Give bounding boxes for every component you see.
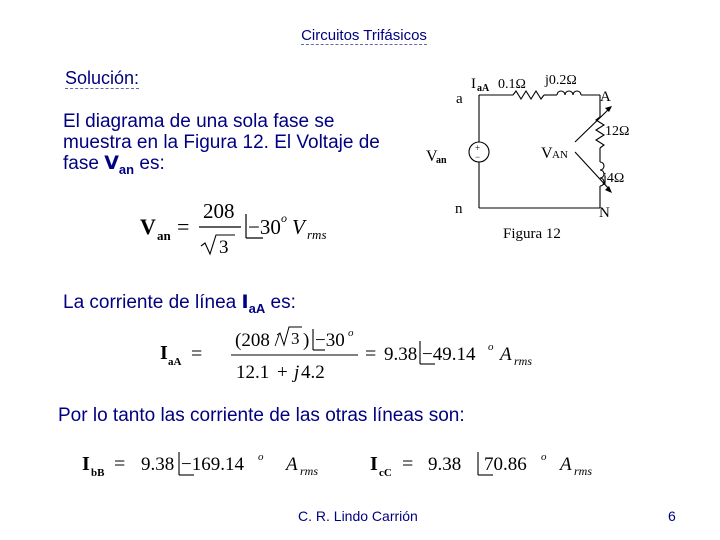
load-reactance-label: j4Ω <box>603 171 625 186</box>
source-minus: − <box>475 152 481 162</box>
eq-icc-angle: 70.86 <box>484 454 527 475</box>
eq-van-unit: V <box>292 215 305 239</box>
solution-label-text: Solución: <box>65 68 140 88</box>
equation-ibb <box>78 444 348 484</box>
source-voltage-label: V <box>426 148 438 165</box>
line-current-text-main: La corriente de línea <box>63 292 242 313</box>
eq-iaa-num-right: ) <box>303 330 310 351</box>
eq-iaa-den-plus: + <box>277 362 288 383</box>
van-symbol-sub: an <box>118 161 135 177</box>
eq-iaa-result-angle: −49.14 <box>422 344 476 365</box>
iaa-symbol-sub: aA <box>248 300 266 316</box>
eq-van-unit-sub: rms <box>307 227 327 242</box>
load-resistance-label: 12Ω <box>605 124 630 139</box>
eq-iaa-num-deg: o <box>348 327 354 339</box>
current-label-sub: aA <box>477 83 490 94</box>
vAN-arrowhead-down <box>605 186 612 193</box>
current-label: I <box>471 76 476 92</box>
figure-12-circuit <box>425 72 643 246</box>
eq-icc-equals: = <box>402 453 414 475</box>
eq-van-equals: = <box>177 214 190 239</box>
eq-ibb-equals: = <box>114 453 126 475</box>
eq-iaa-unit-sub: rms <box>514 354 533 368</box>
source-plus: + <box>475 143 481 153</box>
eq-iaa-den-real: 12.1 <box>236 362 270 383</box>
node-n-label: n <box>455 201 463 217</box>
line-reactance-label: j0.2Ω <box>545 73 577 88</box>
solution-label <box>65 68 139 89</box>
load-resistor <box>596 117 604 148</box>
eq-iaa-num-left: (208 / <box>235 330 280 351</box>
eq-iaa-unit: A <box>500 344 512 365</box>
line-current-text-tail: es: <box>265 292 296 313</box>
eq-van-lhs-sub: an <box>157 228 171 243</box>
eq-iaa-equals2: = <box>365 343 377 365</box>
eq-van-deg: o <box>281 211 287 225</box>
eq-van-sqrt-sign <box>201 235 235 254</box>
eq-ibb-deg: o <box>258 451 264 463</box>
eq-icc-lhs-sub: cC <box>379 467 392 479</box>
footer-author: C. R. Lindo Carrión <box>298 508 418 524</box>
eq-ibb-lhs-sub: bB <box>91 467 105 479</box>
eq-van-denominator: 3 <box>219 237 229 258</box>
other-lines-text-main: Por lo tanto las corriente de las otras líneas son: <box>58 405 465 426</box>
eq-iaa-lhs: I <box>160 342 168 364</box>
figure-caption: Figura 12 <box>503 226 561 242</box>
eq-iaa-num-sqrt: 3 <box>291 329 300 348</box>
eq-icc-unit-sub: rms <box>574 464 593 478</box>
eq-ibb-angle: −169.14 <box>181 454 244 475</box>
iaa-symbol: I <box>241 291 249 313</box>
van-symbol: V <box>104 152 119 174</box>
line-inductor <box>557 91 581 95</box>
eq-icc-mag: 9.38 <box>428 454 462 475</box>
eq-icc-unit: A <box>560 454 572 475</box>
page-number: 6 <box>668 508 676 524</box>
equation-van <box>135 196 355 262</box>
eq-iaa-den-imag: 4.2 <box>301 362 325 383</box>
node-A-label: A <box>600 89 611 105</box>
load-voltage-sub: AN <box>552 149 568 161</box>
intro-paragraph-tail: es: <box>134 153 165 174</box>
eq-iaa-den-j: j <box>294 362 300 383</box>
other-lines-text <box>58 405 465 427</box>
eq-ibb-unit: A <box>286 454 298 475</box>
eq-iaa-num-angle: −30 <box>315 330 345 351</box>
intro-paragraph <box>63 111 408 180</box>
source-voltage-sub: an <box>436 155 447 166</box>
eq-van-numerator: 208 <box>203 199 235 223</box>
eq-iaa-lhs-sub: aA <box>168 356 182 368</box>
eq-van-angle: −30 <box>248 215 281 239</box>
line-resistor <box>513 91 544 99</box>
eq-ibb-lhs: I <box>82 453 90 475</box>
eq-iaa-result-deg: o <box>488 341 494 353</box>
line-resistance-label: 0.1Ω <box>498 77 526 92</box>
intro-paragraph-text: El diagrama de una sola fase se muestra en la Figura 12. El Voltaje de fase <box>63 111 380 174</box>
node-N-label: N <box>599 205 610 221</box>
eq-iaa-result-mag: 9.38 <box>384 344 418 365</box>
node-a-label: a <box>456 91 463 107</box>
eq-icc-deg: o <box>541 451 547 463</box>
slide-title-text: Circuitos Trifásicos <box>301 27 427 44</box>
load-voltage-label: V <box>541 145 553 162</box>
eq-van-lhs: V <box>140 214 156 239</box>
eq-icc-lhs: I <box>370 453 378 475</box>
slide-title <box>0 27 720 44</box>
equation-icc <box>366 444 616 484</box>
eq-ibb-unit-sub: rms <box>300 464 319 478</box>
equation-iaa <box>155 323 545 385</box>
eq-iaa-equals: = <box>191 343 203 365</box>
eq-ibb-mag: 9.38 <box>141 454 175 475</box>
line-current-text <box>63 291 296 316</box>
